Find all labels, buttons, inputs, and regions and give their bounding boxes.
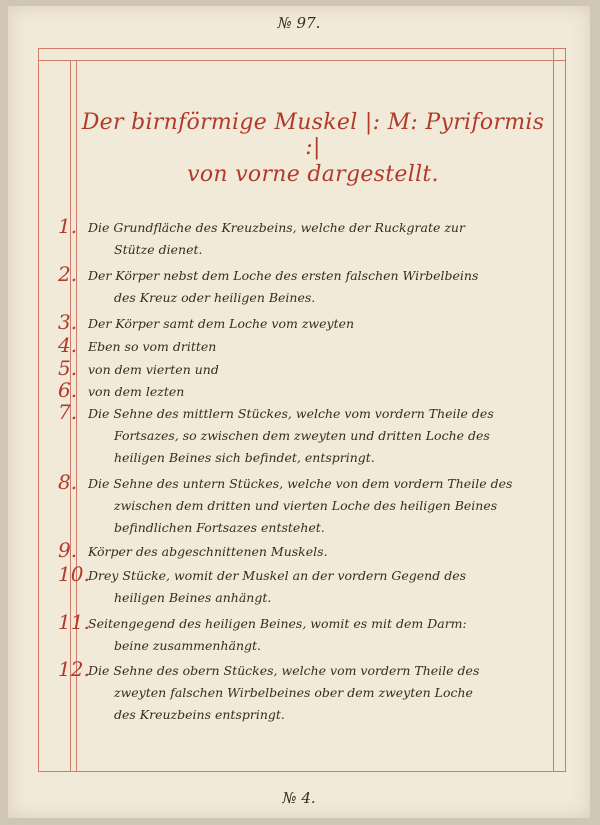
entry-text-line: Die Grundfläche des Kreuzbeins, welche der Ruckgrate zur xyxy=(88,220,465,235)
frame-left-line xyxy=(38,48,39,772)
entry-number: 5. xyxy=(58,356,78,380)
entry-text-line: des Kreuz oder heiligen Beines. xyxy=(114,290,316,305)
page-number-top: № 97. xyxy=(277,14,321,32)
entry-text-line: Fortsazes, so zwischen dem zweyten und dritten Loche des xyxy=(114,428,490,443)
entry-text-line: heiligen Beines anhängt. xyxy=(114,590,272,605)
entry-text-line: Der Körper samt dem Loche vom zweyten xyxy=(88,316,355,331)
entry-text-line: Eben so vom dritten xyxy=(88,339,217,354)
entry-text-line: Die Sehne des obern Stückes, welche vom vordern Theile des xyxy=(88,663,480,678)
title-line-2: von vorne dargestellt. xyxy=(187,162,439,187)
entry-text-line: Der Körper nebst dem Loche des ersten falschen Wirbelbeins xyxy=(88,268,479,283)
entry-number: 1. xyxy=(58,214,78,238)
entry-number: 11. xyxy=(58,610,90,634)
entry-text-line: Die Sehne des untern Stückes, welche von dem vordern Theile des xyxy=(88,476,513,491)
entry-text-line: Seitengegend des heiligen Beines, womit es mit dem Darm: xyxy=(88,616,467,631)
entry-text-line: von dem vierten und xyxy=(88,362,219,377)
entry-text-line: zwischen dem dritten und vierten Loche des heiligen Beines xyxy=(114,498,498,513)
page-number-bottom: № 4. xyxy=(282,789,316,807)
inner-right-line xyxy=(553,48,554,772)
entry-number: 3. xyxy=(58,310,78,334)
entry-number: 9. xyxy=(58,538,78,562)
entry-text-line: zweyten falschen Wirbelbeines ober dem zweyten Loche xyxy=(114,685,473,700)
frame-top-line xyxy=(38,48,566,49)
entry-text-line: Körper des abgeschnittenen Muskels. xyxy=(88,544,328,559)
entry-text-line: Drey Stücke, womit der Muskel an der vordern Gegend des xyxy=(88,568,467,583)
frame-right-line xyxy=(565,48,566,772)
entry-number: 4. xyxy=(58,333,78,357)
entry-number: 10. xyxy=(58,562,90,586)
inner-top-line xyxy=(38,60,566,61)
entry-number: 7. xyxy=(58,400,78,424)
entry-text-line: beine zusammenhängt. xyxy=(114,638,262,653)
manuscript-page xyxy=(8,6,590,818)
entry-number: 12. xyxy=(58,657,90,681)
entry-text-line: heiligen Beines sich befindet, entspringt. xyxy=(114,450,375,465)
entry-number: 6. xyxy=(58,378,78,402)
entry-text-line: des Kreuzbeins entspringt. xyxy=(114,707,285,722)
entry-text-line: befindlichen Fortsazes entstehet. xyxy=(114,520,325,535)
title-line-1: Der birnförmige Muskel |: M: Pyriformis :| xyxy=(81,110,545,160)
entry-text-line: Stütze dienet. xyxy=(114,242,203,257)
frame-bottom-line xyxy=(38,771,566,772)
entry-text-line: von dem lezten xyxy=(88,384,185,399)
entry-number: 2. xyxy=(58,262,78,286)
entry-text-line: Die Sehne des mittlern Stückes, welche vom vordern Theile des xyxy=(88,406,494,421)
entry-number: 8. xyxy=(58,470,78,494)
